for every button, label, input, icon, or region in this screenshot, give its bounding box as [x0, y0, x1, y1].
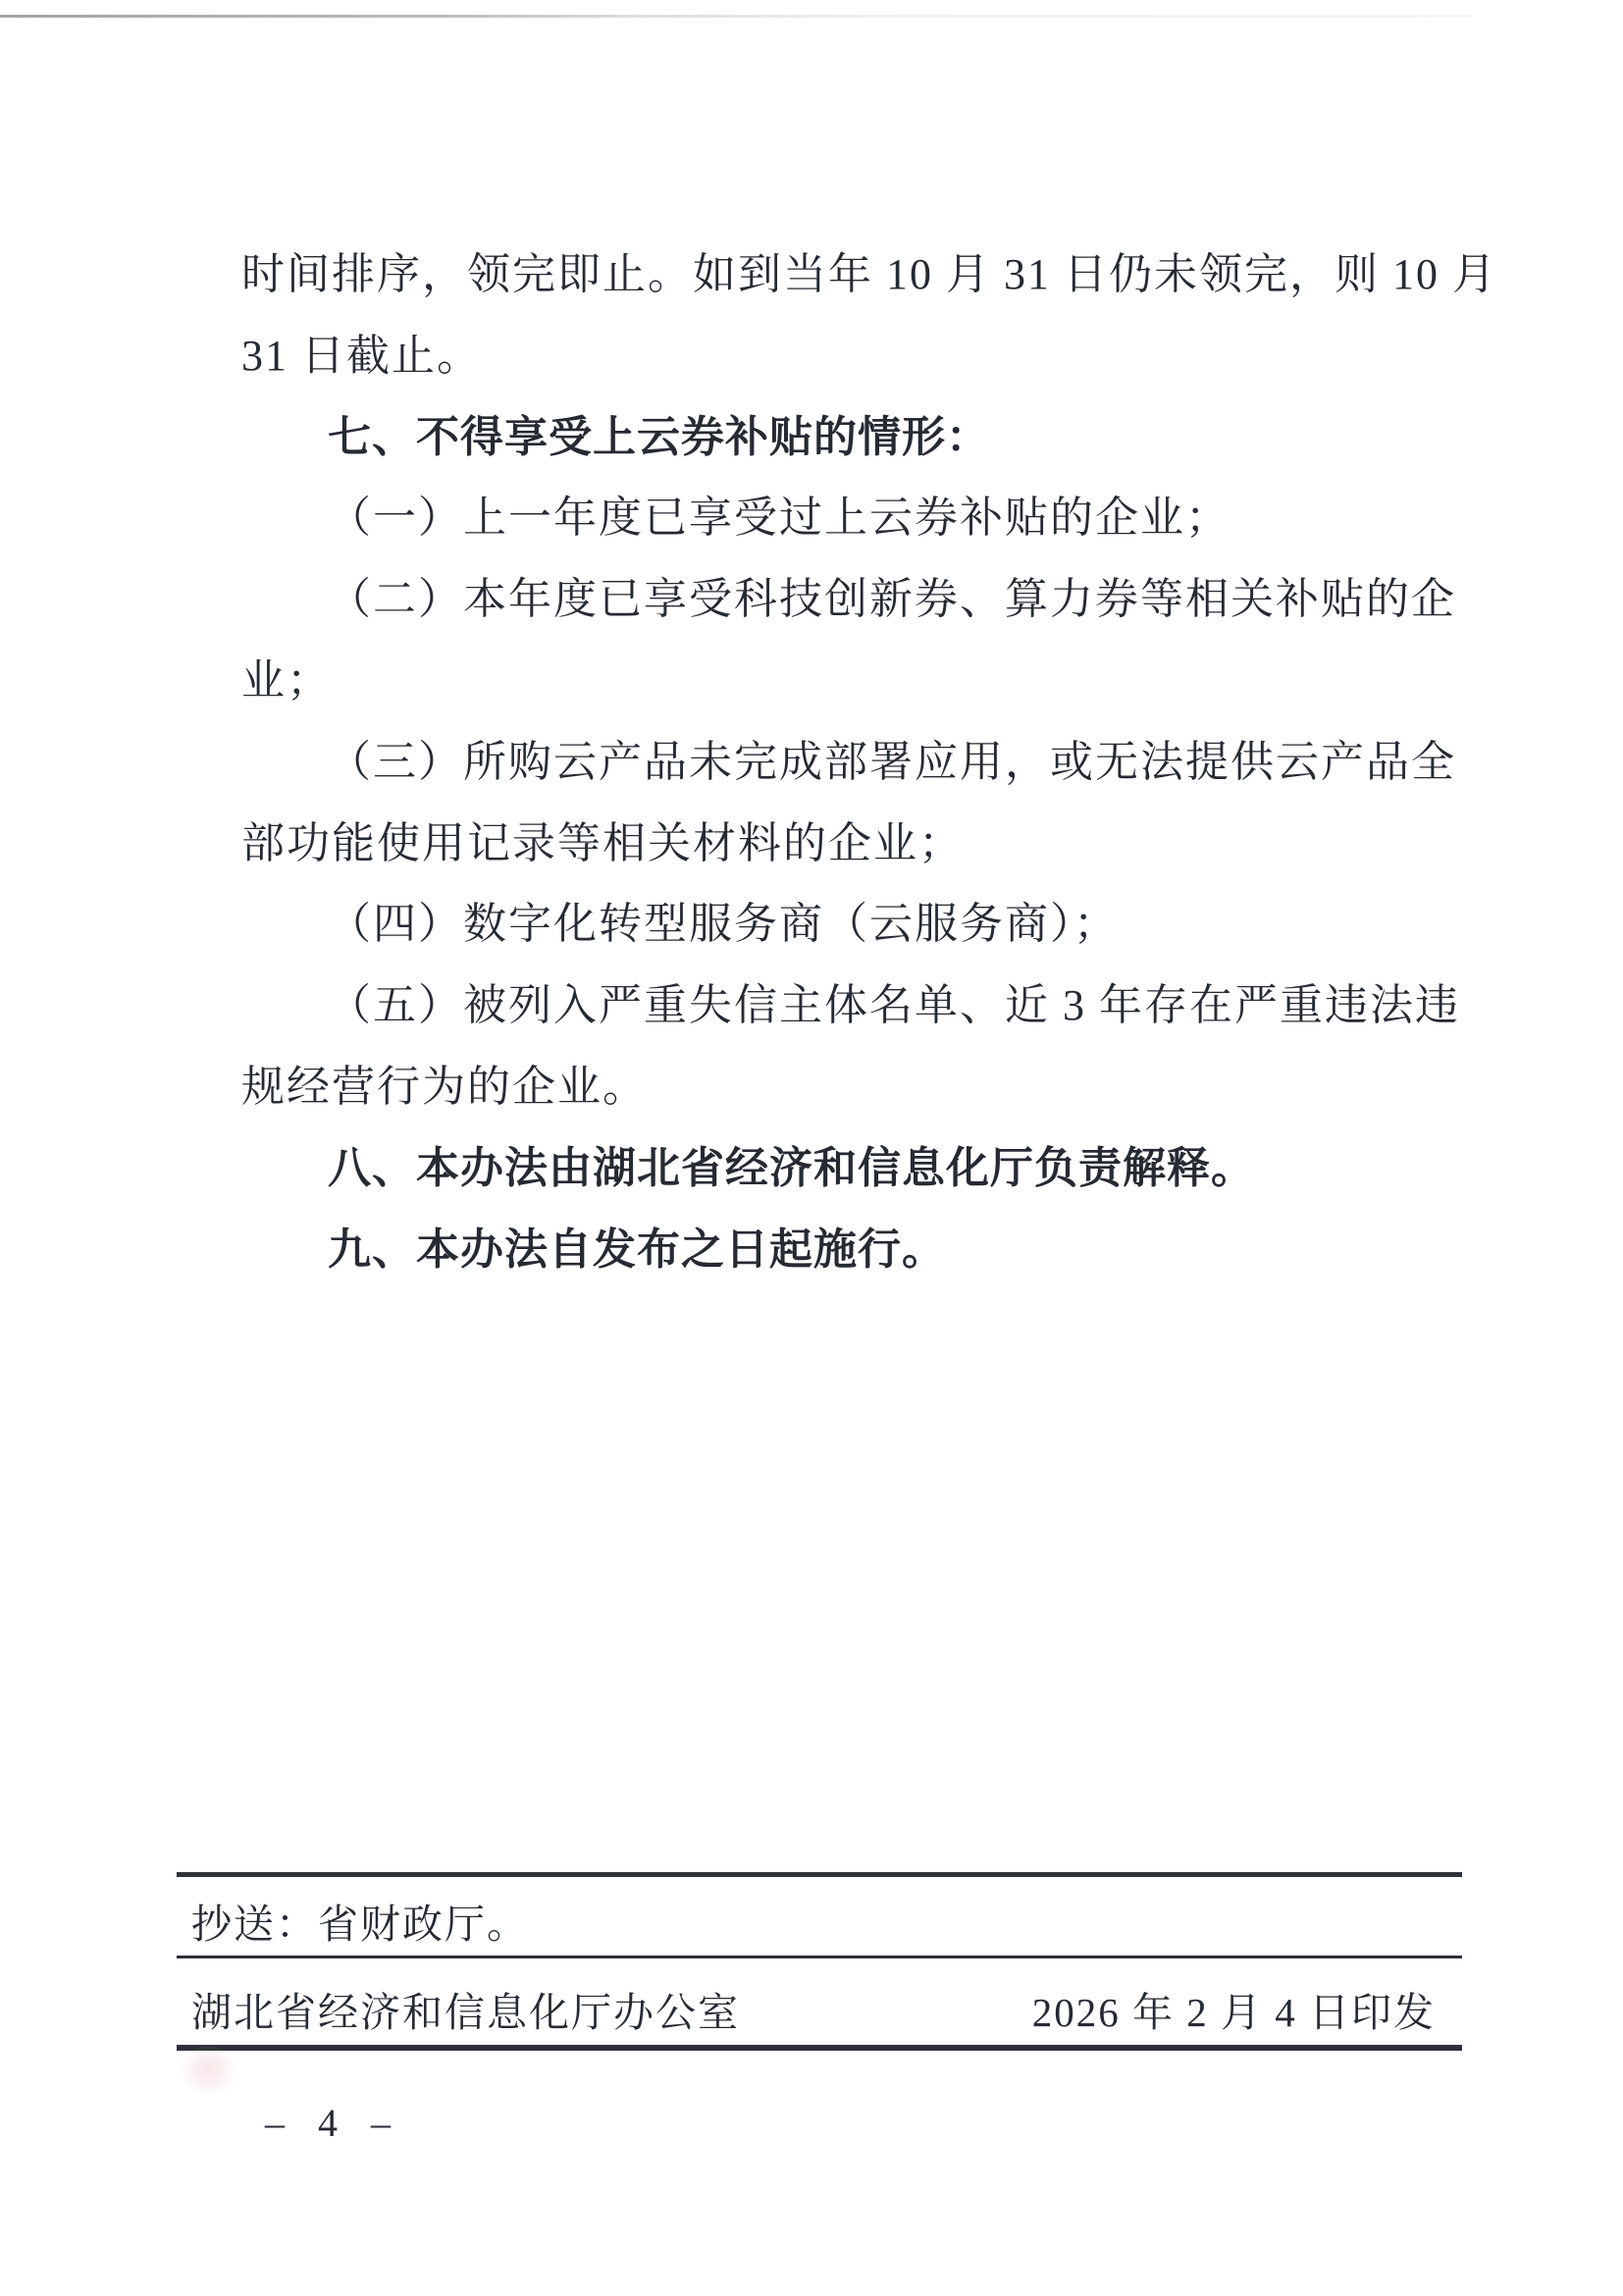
print-date: 2026 年 2 月 4 日印发 — [1031, 1990, 1436, 2035]
document-line: 时间排序，领完即止。如到当年 10 月 31 日仍未领完，则 10 月 — [241, 250, 1497, 298]
document-line: （一）上一年度已享受过上云券补贴的企业； — [328, 494, 1230, 543]
footer-rule-middle — [177, 1956, 1462, 1958]
scan-artifact-smudge — [182, 2046, 236, 2095]
page-number: – 4 – — [265, 2101, 402, 2145]
document-line: （四）数字化转型服务商（云服务商）； — [328, 900, 1119, 949]
document-line: 31 日截止。 — [241, 331, 482, 380]
document-line: （五）被列入严重失信主体名单、近 3 年存在严重违法违 — [328, 981, 1460, 1030]
document-line: （二）本年度已享受科技创新券、算力券等相关补贴的企 — [328, 575, 1456, 624]
footer-rule-top — [177, 1872, 1462, 1877]
document-line: 部功能使用记录等相关材料的企业； — [241, 818, 964, 867]
document-line: （三）所购云产品未完成部署应用，或无法提供云产品全 — [328, 737, 1456, 786]
document-line: 规经营行为的企业。 — [241, 1062, 648, 1111]
issuing-office: 湖北省经济和信息化厅办公室 — [191, 1990, 740, 2035]
document-line: 业； — [241, 655, 332, 704]
document-line: 八、本办法由湖北省经济和信息化厅负责解释。 — [328, 1143, 1255, 1192]
document-line: 七、不得享受上云券补贴的情形： — [328, 412, 990, 461]
scan-artifact-top-line — [0, 15, 1472, 18]
issuer-row — [191, 1990, 1436, 2035]
copy-to-line: 抄送：省财政厅。 — [191, 1902, 529, 1947]
document-line: 九、本办法自发布之日起施行。 — [328, 1225, 946, 1274]
document-body — [241, 235, 1497, 1290]
footer-rule-bottom — [177, 2045, 1462, 2051]
